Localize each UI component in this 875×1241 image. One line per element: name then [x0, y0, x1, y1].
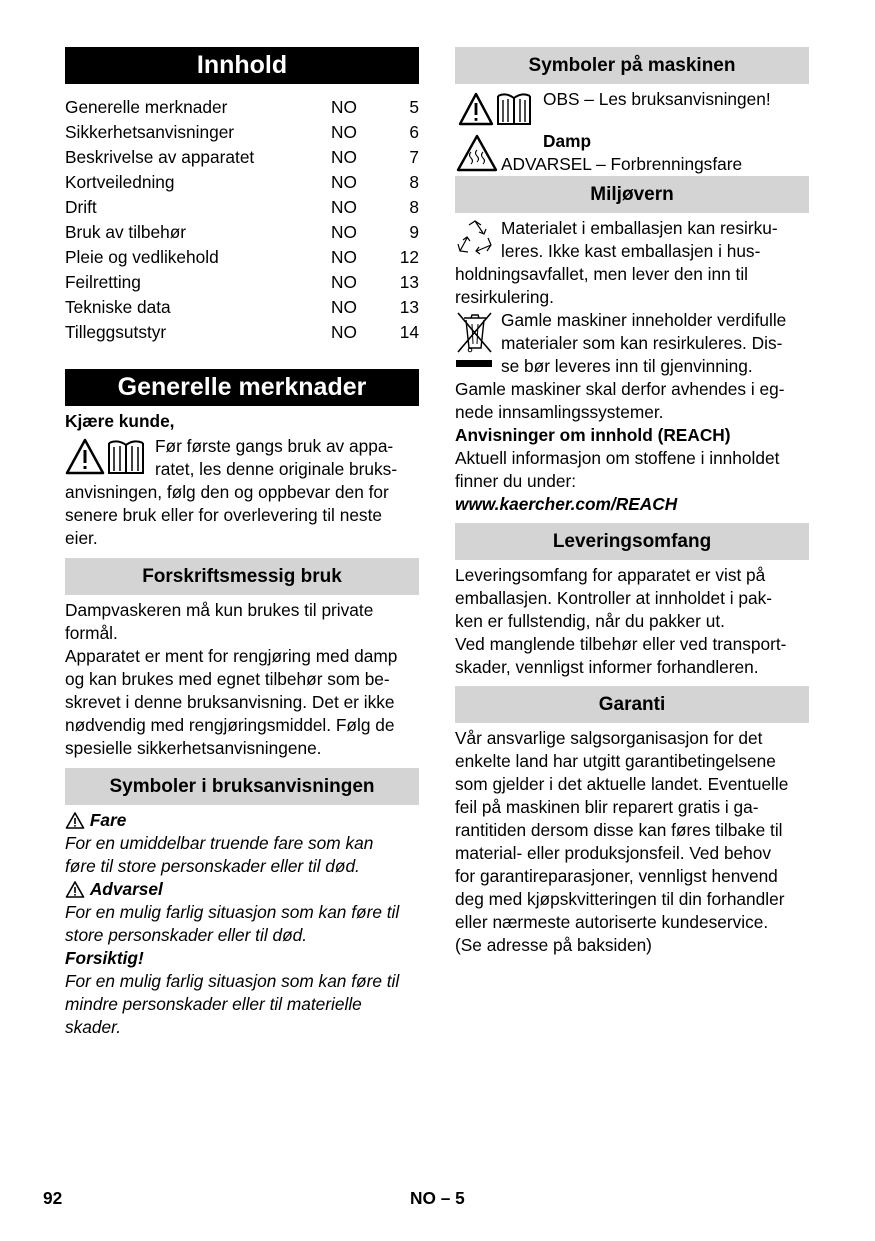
warning-line: For en mulig farlig situasjon som kan føre til [65, 902, 400, 922]
toc-title: Tekniske data [65, 297, 171, 317]
danger-line: føre til store personskader eller til død. [65, 856, 360, 876]
toc-page: 8 [409, 197, 419, 217]
danger-warning-icon [65, 811, 85, 830]
delivery-line: ken er fullstendig, når du pakker ut. [455, 611, 725, 631]
proper-use-line: nødvendig med rengjøringsmiddel. Følg de [65, 715, 395, 735]
toc-row[interactable] [65, 295, 419, 320]
toc-title: Tilleggsutstyr [65, 322, 167, 342]
obs-row [455, 88, 809, 130]
toc-lang: NO [331, 272, 357, 292]
delivery-line: Leveringsomfang for apparatet er vist på [455, 565, 766, 585]
caution-line: skader. [65, 1017, 122, 1037]
toc-title: Beskrivelse av apparatet [65, 147, 255, 167]
proper-use-text [65, 599, 419, 760]
weee-line: se bør leveres inn til gjenvinning. [501, 356, 753, 376]
toc-lang: NO [331, 97, 357, 117]
delivery-line: skader, vennligst informer forhandleren. [455, 657, 759, 677]
proper-use-line: Apparatet er ment for rengjøring med damp [65, 646, 398, 666]
toc-title: Drift [65, 197, 97, 217]
toc-title: Feilretting [65, 272, 141, 292]
weee-line: nede innsamlingssystemer. [455, 402, 664, 422]
warranty-line: deg med kjøpskvitteringen til din forhandler [455, 889, 785, 909]
weee-line: Gamle maskiner inneholder verdifulle [501, 310, 787, 330]
general-line: anvisningen, følg den og oppbevar den for [65, 482, 389, 502]
danger-label: Fare [89, 810, 127, 830]
steam-row [455, 130, 809, 176]
recycle-line: resirkulering. [455, 287, 554, 307]
warranty-text [455, 727, 809, 957]
warranty-line: (Se adresse på baksiden) [455, 935, 652, 955]
right-column [455, 47, 809, 957]
toc-title: Kortveiledning [65, 172, 175, 192]
steam-label: Damp [543, 131, 592, 151]
crossed-bin-icon [455, 310, 495, 374]
toc-row[interactable] [65, 95, 419, 120]
toc-page: 13 [399, 272, 419, 292]
caution-line: For en mulig farlig situasjon som kan føre til [65, 971, 400, 991]
manual-symbols-text [65, 809, 419, 1039]
warranty-heading: Garanti [455, 686, 809, 723]
environment-heading: Miljøvern [455, 176, 809, 213]
danger-line: For en umiddelbar truende fare som kan [65, 833, 374, 853]
toc-page: 9 [409, 222, 419, 242]
toc-title: Pleie og vedlikehold [65, 247, 219, 267]
recycling-icon [455, 219, 495, 259]
proper-use-line: spesielle sikkerhetsanvisningene. [65, 738, 322, 758]
recycle-line: leres. Ikke kast emballasjen i hus- [501, 241, 761, 261]
steam-text: ADVARSEL – Forbrenningsfare [501, 154, 743, 174]
toc-lang: NO [331, 222, 357, 242]
toc-lang: NO [331, 172, 357, 192]
delivery-text [455, 564, 809, 679]
warranty-line: som gjelder i det aktuelle landet. Eventuelle [455, 774, 789, 794]
toc-page: 14 [399, 322, 419, 342]
general-line: Før første gangs bruk av appa- [155, 436, 394, 456]
page-number: 92 [43, 1188, 63, 1208]
toc-row[interactable] [65, 245, 419, 270]
advarsel-warning-icon [65, 880, 85, 899]
warranty-line: enkelte land har utgitt garantibetingelsene [455, 751, 776, 771]
table-of-contents [65, 95, 419, 345]
caution-line: mindre personskader eller til materielle [65, 994, 362, 1014]
warning-label: Advarsel [89, 879, 163, 899]
proper-use-line: formål. [65, 623, 118, 643]
toc-page: 13 [399, 297, 419, 317]
warning-manual-icon [458, 91, 542, 127]
proper-use-line: og kan brukes med egnet tilbehør som be- [65, 669, 390, 689]
obs-text: OBS – Les bruksanvisningen! [543, 89, 771, 109]
toc-lang: NO [331, 247, 357, 267]
machine-symbols-heading: Symboler på maskinen [455, 47, 809, 84]
toc-row[interactable] [65, 145, 419, 170]
recycle-line: Materialet i emballasjen kan resirku- [501, 218, 778, 238]
warning-line: store personskader eller til død. [65, 925, 308, 945]
warranty-line: rantitiden dersom disse kan føres tilbake til [455, 820, 783, 840]
left-column [65, 47, 419, 1039]
toc-lang: NO [331, 322, 357, 342]
toc-lang: NO [331, 297, 357, 317]
toc-title: Sikkerhetsanvisninger [65, 122, 235, 142]
toc-row[interactable] [65, 220, 419, 245]
toc-row[interactable] [65, 195, 419, 220]
toc-title: Generelle merknader [65, 97, 228, 117]
greeting: Kjære kunde, [65, 411, 175, 431]
warranty-line: eller nærmeste autoriserte kundeservice. [455, 912, 769, 932]
toc-lang: NO [331, 197, 357, 217]
delivery-line: emballasjen. Kontroller at innholdet i pak- [455, 588, 773, 608]
reach-title: Anvisninger om innhold (REACH) [455, 425, 731, 445]
hot-steam-icon [456, 134, 498, 172]
reach-line: finner du under: [455, 471, 577, 491]
proper-use-line: Dampvaskeren må kun brukes til private [65, 600, 374, 620]
general-line: ratet, les denne originale bruks- [155, 459, 398, 479]
toc-page: 8 [409, 172, 419, 192]
toc-row[interactable] [65, 120, 419, 145]
reach-url-link[interactable]: www.kaercher.com/REACH [455, 494, 678, 514]
warranty-line: for garantireparasjoner, vennligst henvend [455, 866, 778, 886]
warranty-line: Vår ansvarlige salgsorganisasjon for det [455, 728, 763, 748]
toc-row[interactable] [65, 320, 419, 345]
toc-page: 5 [409, 97, 419, 117]
toc-lang: NO [331, 122, 357, 142]
general-line: senere bruk eller for overlevering til neste [65, 505, 382, 525]
warranty-line: feil på maskinen blir reparert gratis i ga- [455, 797, 759, 817]
toc-title: Bruk av tilbehør [65, 222, 187, 242]
proper-use-line: skrevet i denne bruksanvisning. Det er ikke [65, 692, 395, 712]
delivery-heading: Leveringsomfang [455, 523, 809, 560]
toc-page: 6 [409, 122, 419, 142]
weee-line: Gamle maskiner skal derfor avhendes i eg- [455, 379, 785, 399]
toc-page: 12 [399, 247, 419, 267]
warranty-line: material- eller produksjonsfeil. Ved behov [455, 843, 772, 863]
recycle-line: holdningsavfallet, men lever den inn til [455, 264, 748, 284]
toc-row[interactable] [65, 270, 419, 295]
toc-lang: NO [331, 147, 357, 167]
manual-symbols-heading: Symboler i bruksanvisningen [65, 768, 419, 805]
caution-label: Forsiktig! [65, 948, 144, 968]
toc-page: 7 [409, 147, 419, 167]
general-line: eier. [65, 528, 98, 548]
general-paragraph [65, 435, 419, 550]
delivery-line: Ved manglende tilbehør eller ved transport- [455, 634, 787, 654]
proper-use-heading: Forskriftsmessig bruk [65, 558, 419, 595]
general-heading: Generelle merknader [65, 369, 419, 406]
environment-text [455, 217, 809, 516]
warning-manual-icon [65, 437, 149, 477]
section-page: NO – 5 [410, 1188, 465, 1208]
toc-heading: Innhold [65, 47, 419, 84]
toc-row[interactable] [65, 170, 419, 195]
weee-line: materialer som kan resirkuleres. Dis- [501, 333, 783, 353]
reach-line: Aktuell informasjon om stoffene i innholdet [455, 448, 780, 468]
